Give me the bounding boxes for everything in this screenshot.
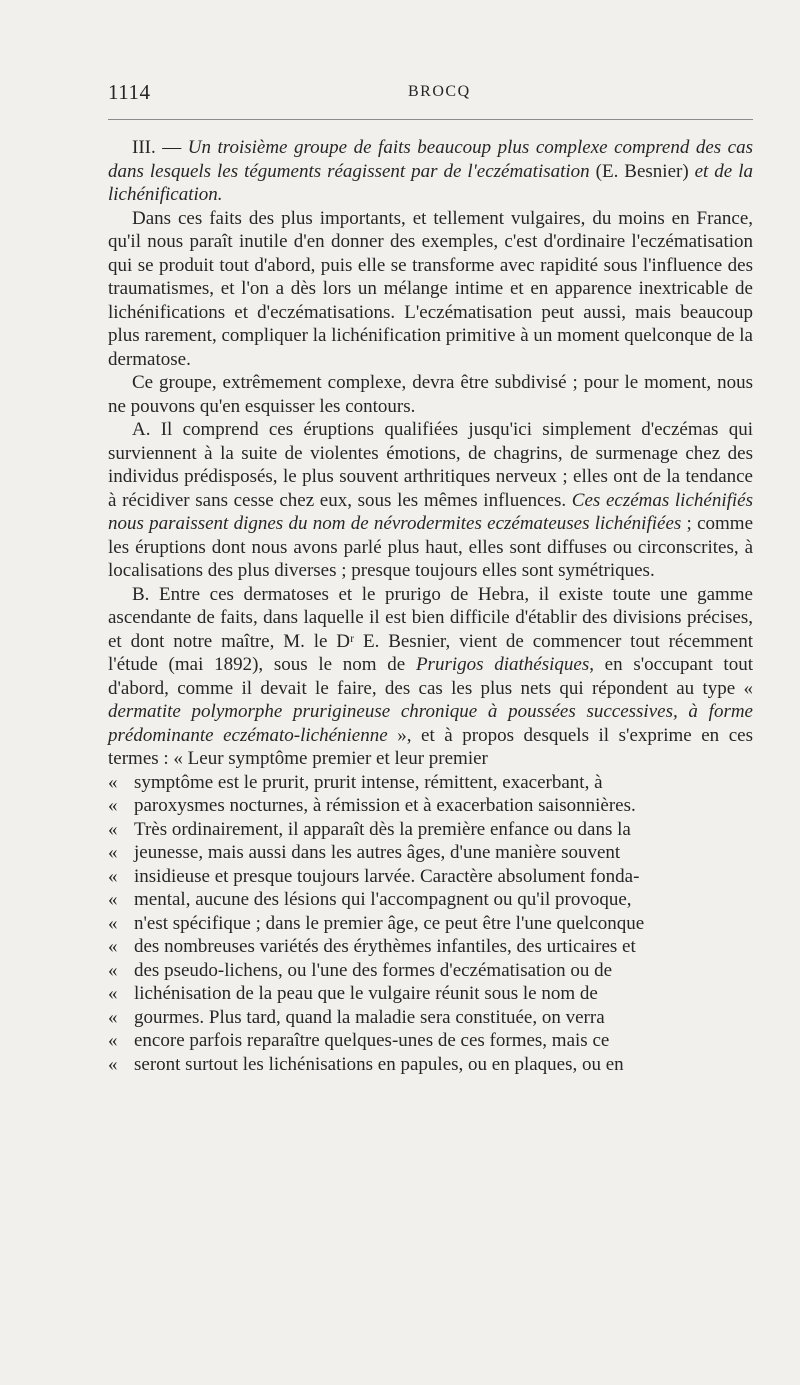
- quote-mark: «: [108, 936, 118, 957]
- quote-mark: «: [108, 889, 118, 910]
- quote-mark: «: [108, 865, 118, 887]
- running-head: BROCQ: [408, 83, 471, 100]
- body-text: A. Il comprend ces éruptions qualifiées jusqu'ici simplement d'eczémas qui surviennent à la suite de violentes émotions, de chagrins, de surmenage chez des individus prédisposés, le plus souvent arthritiques nerveux ; elles ont de la tendance à récidiver sans cesse chez eux, sous les mêmes influences.: [108, 419, 753, 511]
- body-text: B. Entre ces dermatoses et le prurigo de Hebra, il existe toute une gamme ascendante de faits, dans laquelle il est bien difficile d'établir des divisions précises, et dont notre maître, M. le Dʳ E. Besnier, vient de commencer tout récemment l'étude (mai 1892), sous le nom de: [108, 583, 753, 675]
- paragraph-group-b: [108, 583, 753, 771]
- quote-line: [108, 771, 753, 795]
- quote-text: jeunesse, mais aussi dans les autres âges, d'une manière souvent: [134, 842, 621, 863]
- quote-text: seront surtout les lichénisations en papules, ou en plaques, ou en: [134, 1053, 624, 1075]
- quote-text: insidieuse et presque toujours larvée. Caractère absolument fonda-: [134, 865, 640, 887]
- quote-mark: «: [108, 818, 118, 840]
- quote-line: [108, 959, 753, 983]
- page-number: 1114: [108, 80, 151, 104]
- quote-line: [108, 865, 753, 889]
- quote-mark: «: [108, 1006, 118, 1028]
- quotation-block: [108, 771, 753, 1077]
- quote-text: n'est spécifique ; dans le premier âge, ce peut être l'une quelconque: [134, 912, 645, 934]
- section-lead: III. —: [132, 137, 188, 158]
- quote-line: [108, 794, 753, 818]
- quote-text: encore parfois reparaître quelques-unes de ces formes, mais ce: [134, 1030, 610, 1051]
- body-text: », et à propos desquels il s'exprime en ces termes : « Leur symptôme premier et leur premier: [108, 724, 753, 769]
- quote-text: symptôme est le prurit, prurit intense, rémittent, exacerbant, à: [134, 771, 603, 793]
- page-body: [108, 136, 753, 1076]
- quote-line: [108, 888, 753, 912]
- quote-text: mental, aucune des lésions qui l'accompagnent ou qu'il provoque,: [134, 889, 632, 910]
- quote-line: [108, 935, 753, 959]
- page-header: [108, 80, 753, 108]
- quote-mark: «: [108, 1053, 118, 1075]
- quote-text: paroxysmes nocturnes, à rémission et à exacerbation saisonnières.: [134, 795, 636, 816]
- quote-mark: «: [108, 912, 118, 934]
- quote-line: [108, 1029, 753, 1053]
- quote-line: [108, 1006, 753, 1030]
- quote-line: [108, 818, 753, 842]
- quote-line: [108, 982, 753, 1006]
- paragraph-body: Ce groupe, extrêmement complexe, devra être subdivisé ; pour le moment, nous ne pouvons qu'en esquisser les contours.: [108, 372, 753, 417]
- quote-mark: «: [108, 983, 118, 1004]
- quote-mark: «: [108, 1030, 118, 1051]
- quote-text: lichénisation de la peau que le vulgaire réunit sous le nom de: [134, 983, 598, 1004]
- italic-text: Prurigos diathésiques: [415, 654, 590, 675]
- quote-line: [108, 912, 753, 936]
- paragraph-group-a: [108, 418, 753, 583]
- paragraph-body: Dans ces faits des plus importants, et tellement vulgaires, du moins en France, qu'il nous paraît inutile d'en donner des exemples, c'est d'ordinaire l'eczématisation qui se produit tout d'abord, puis elle se transforme avec rapidité sous l'influence des traumatismes, et l'on a dès lors un mélange intime et en apparence inextricable de lichénifications et d'eczématisations. L'eczématisation peut aussi, mais beaucoup plus rarement, compliquer la lichénification primitive à un moment quelconque de la dermatose.: [108, 207, 753, 370]
- quote-mark: «: [108, 795, 118, 816]
- quote-text: des pseudo-lichens, ou l'une des formes d'eczématisation ou de: [134, 959, 613, 981]
- quote-line: [108, 841, 753, 865]
- body-text: ; comme les éruptions dont nous avons parlé plus haut, elles sont diffuses ou circonscrites, à localisations des plus diverses ; presque toujours elles sont symétriques.: [108, 513, 754, 581]
- header-rule: [108, 119, 753, 120]
- paragraph-group-iii: [108, 136, 753, 207]
- quote-text: des nombreuses variétés des érythèmes infantiles, des urticaires et: [134, 936, 636, 957]
- quote-mark: «: [108, 771, 118, 793]
- quote-line: [108, 1053, 753, 1077]
- italic-text: et de la lichénification.: [108, 160, 753, 205]
- body-text: , en s'occupant tout d'abord, comme il devait le faire, des cas les plus nets qui répondent au type «: [108, 654, 753, 699]
- italic-text: Ces eczémas lichénifiés nous paraissent dignes du nom de névrodermites eczémateuses lichénifiées: [108, 489, 753, 534]
- quote-mark: «: [108, 959, 118, 981]
- quote-text: Très ordinairement, il apparaît dès la première enfance ou dans la: [134, 818, 631, 840]
- citation-text: (E. Besnier): [589, 160, 695, 182]
- quote-text: gourmes. Plus tard, quand la maladie sera constituée, on verra: [134, 1006, 605, 1028]
- italic-text: Un troisième groupe de faits beaucoup plus complexe comprend des cas dans lesquels les téguments réagissent par de l'eczématisation: [108, 137, 754, 182]
- quote-mark: «: [108, 842, 118, 863]
- italic-text: dermatite polymorphe prurigineuse chronique à poussées successives, à forme prédominante eczémato-lichénienne: [108, 701, 753, 746]
